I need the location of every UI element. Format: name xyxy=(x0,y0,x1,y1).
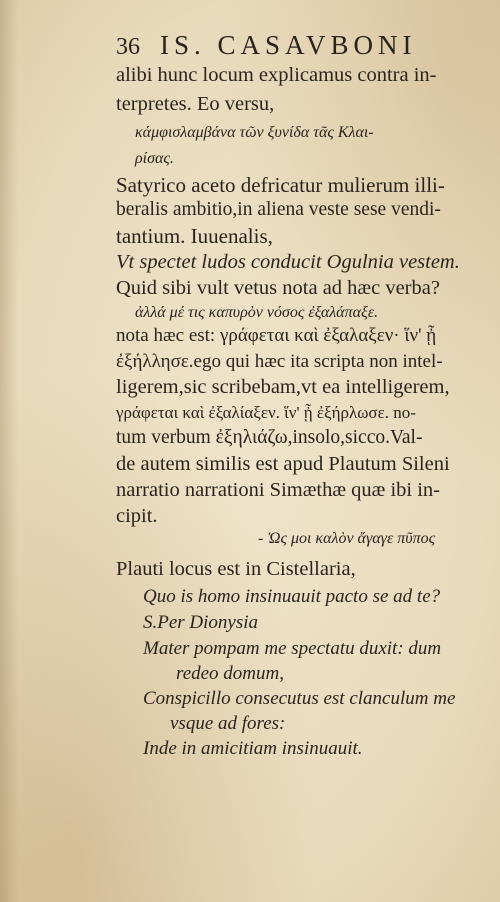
quote-line: Quo is homo insinuauit pacto se ad te? xyxy=(143,586,441,607)
text-line: nota hæc est: γράφεται καὶ ἐξαλαξεν· ἵν' ᾖ xyxy=(116,325,437,346)
greek-line: κάμφισλαμβάνα τῶν ξυνίδα τᾶς Κλαι- xyxy=(135,124,374,141)
quote-line: Inde in amicitiam insinuauit. xyxy=(143,738,363,759)
text-line: γράφεται καὶ ἐξαλίαξεν. ἵν' ᾖ ἐξήρλωσε. no- xyxy=(116,403,416,422)
text-line: terpretes. Eo versu, xyxy=(116,93,275,115)
greek-line: ρίσας. xyxy=(135,150,174,167)
quote-line: Mater pompam me spectatu duxit: dum xyxy=(143,638,442,659)
text-line: Quid sibi vult vetus nota ad hæc verba? xyxy=(116,277,440,299)
quote-line: redeo domum, xyxy=(176,663,284,684)
greek-line: - Ὡς μοι καλὸν ἄγαγε πῦπος xyxy=(258,530,436,547)
quote-line: Conspicillo consecutus est clanculum me xyxy=(143,688,456,709)
text-line: narratio narrationi Simæthæ quæ ibi in- xyxy=(116,479,440,501)
text-line: tum verbum ἐξηλιάζω,insolo,sicco.Val- xyxy=(116,427,423,448)
quote-line: vsque ad fores: xyxy=(170,713,286,734)
text-line: Satyrico aceto defricatur mulierum illi- xyxy=(116,173,445,197)
text-line: ἐξήλλησε.ego qui hæc ita scripta non intel- xyxy=(116,351,443,372)
text-line: de autem similis est apud Plautum Sileni xyxy=(116,453,450,475)
text-line: tantium. Iuuenalis, xyxy=(116,224,273,248)
text-line: alibi hunc locum explicamus contra in- xyxy=(116,64,437,86)
text-line: Plauti locus est in Cistellaria, xyxy=(116,558,356,580)
binding-shadow xyxy=(0,0,18,902)
running-title: IS. CASAVBONI xyxy=(160,30,417,60)
text-line: ligerem,sic scribebam,vt ea intelligerem, xyxy=(116,376,450,398)
quote-line: S.Per Dionysia xyxy=(143,612,259,633)
text-line: beralis ambitio,in aliena veste sese vendi- xyxy=(116,199,441,220)
quote-line: Vt spectet ludos conducit Ogulnia vestem. xyxy=(116,251,460,273)
greek-line: ἀλλά μέ τις καπυρὸν νόσος ἐξαλάπαξε. xyxy=(135,304,379,321)
page-number: 36 xyxy=(116,34,140,60)
text-line: cipit. xyxy=(116,505,158,527)
